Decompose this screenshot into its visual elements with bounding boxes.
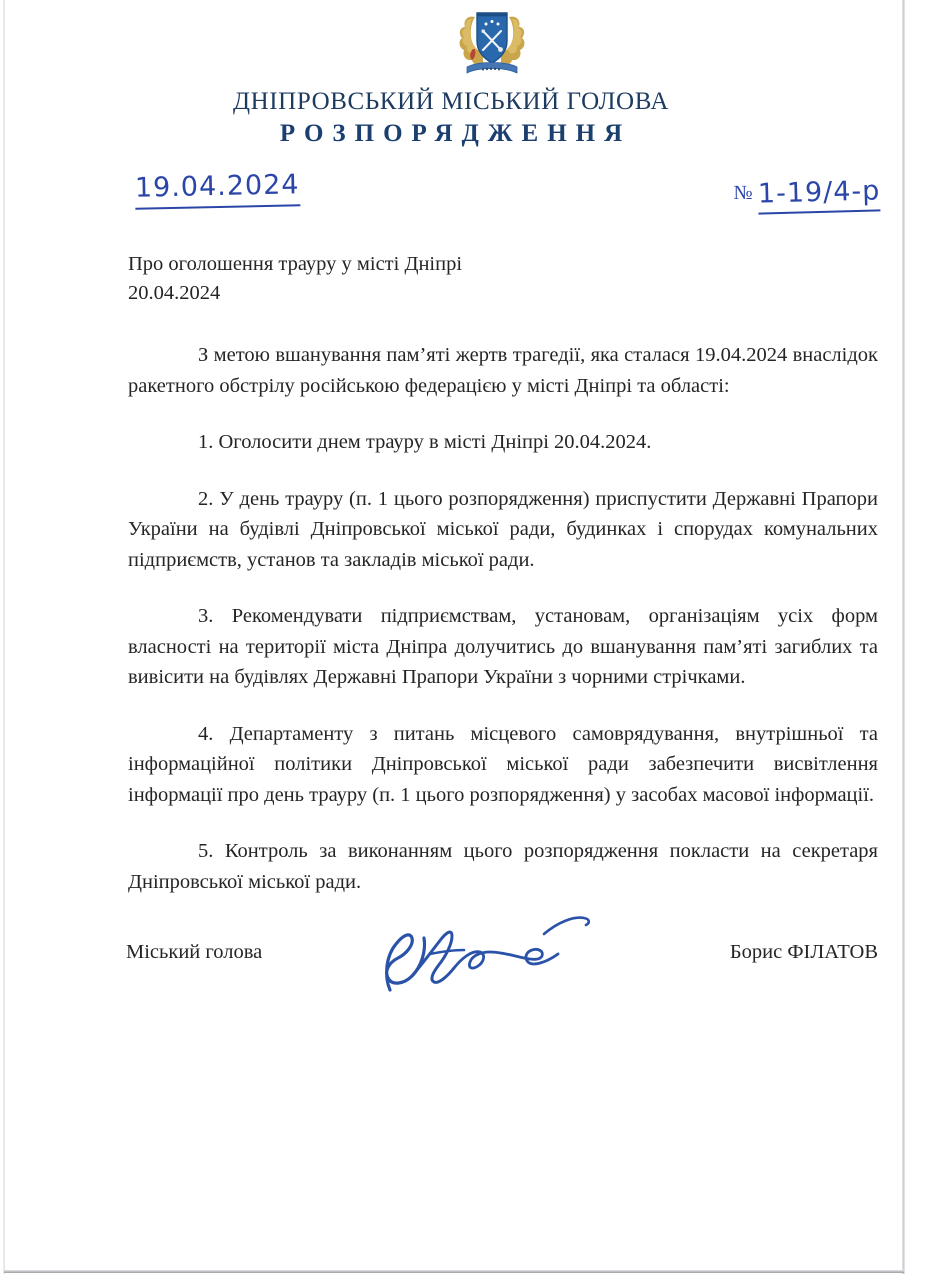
document-number: 1-19/4-р (757, 176, 880, 214)
number-symbol-label: № (733, 182, 753, 204)
document-date: 19.04.2024 (135, 170, 300, 209)
handwritten-signature (368, 898, 598, 1003)
paragraph-item-2: 2. У день трауру (п. 1 цього розпорядження) приспустити Державні Прапори України на будівлі Дніпровської міської ради, будинках і спорудах комунальних підприємств, установ та закладів міської ради. (128, 487, 878, 571)
paragraph-item-5: 5. Контроль за виконанням цього розпорядження покласти на секретаря Дніпровської міської ради. (128, 840, 878, 893)
paragraph-preamble: З метою вшанування пам’яті жертв трагедії, яка сталася 19.04.2024 внаслідок ракетного обстрілу російською федерацією у місті Дніпрі та області: (128, 344, 878, 397)
paragraph-item-4: 4. Департаменту з питань місцевого самоврядування, внутрішньої та інформаційної політики Дніпровської міської ради забезпечити висвітлення інформації про день трауру (п. 1 цього розпорядження) у засобах масової інформації. (128, 722, 878, 806)
signature-block (0, 938, 902, 978)
document-meta-row (0, 169, 902, 218)
signatory-name: Борис ФІЛАТОВ (729, 941, 878, 963)
organization-heading: ДНІПРОВСЬКИЙ МІСЬКИЙ ГОЛОВА (232, 88, 670, 115)
document-type-heading: РОЗПОРЯДЖЕННЯ (279, 120, 632, 147)
document-body (128, 340, 878, 897)
page-edge-right (902, 0, 905, 1274)
paragraph-item-3: 3. Рекомендувати підприємствам, установам, організаціям усіх форм власності на території міста Дніпра долучитись до вшанування пам’яті загиблих та вивісити на будівлях Державні Прапори України з чорними стрічками. (128, 605, 878, 688)
coat-of-arms-icon (455, 5, 529, 81)
page-edge-bottom (4, 1270, 904, 1273)
signatory-title: Міський голова (126, 941, 263, 963)
document-subject: Про оголошення трауру у місті Дніпрі 20.04.2024 (128, 253, 463, 304)
document-number-group (733, 175, 881, 213)
paragraph-item-1: 1. Оголосити днем трауру в місті Дніпрі 20.04.2024. (198, 431, 652, 453)
